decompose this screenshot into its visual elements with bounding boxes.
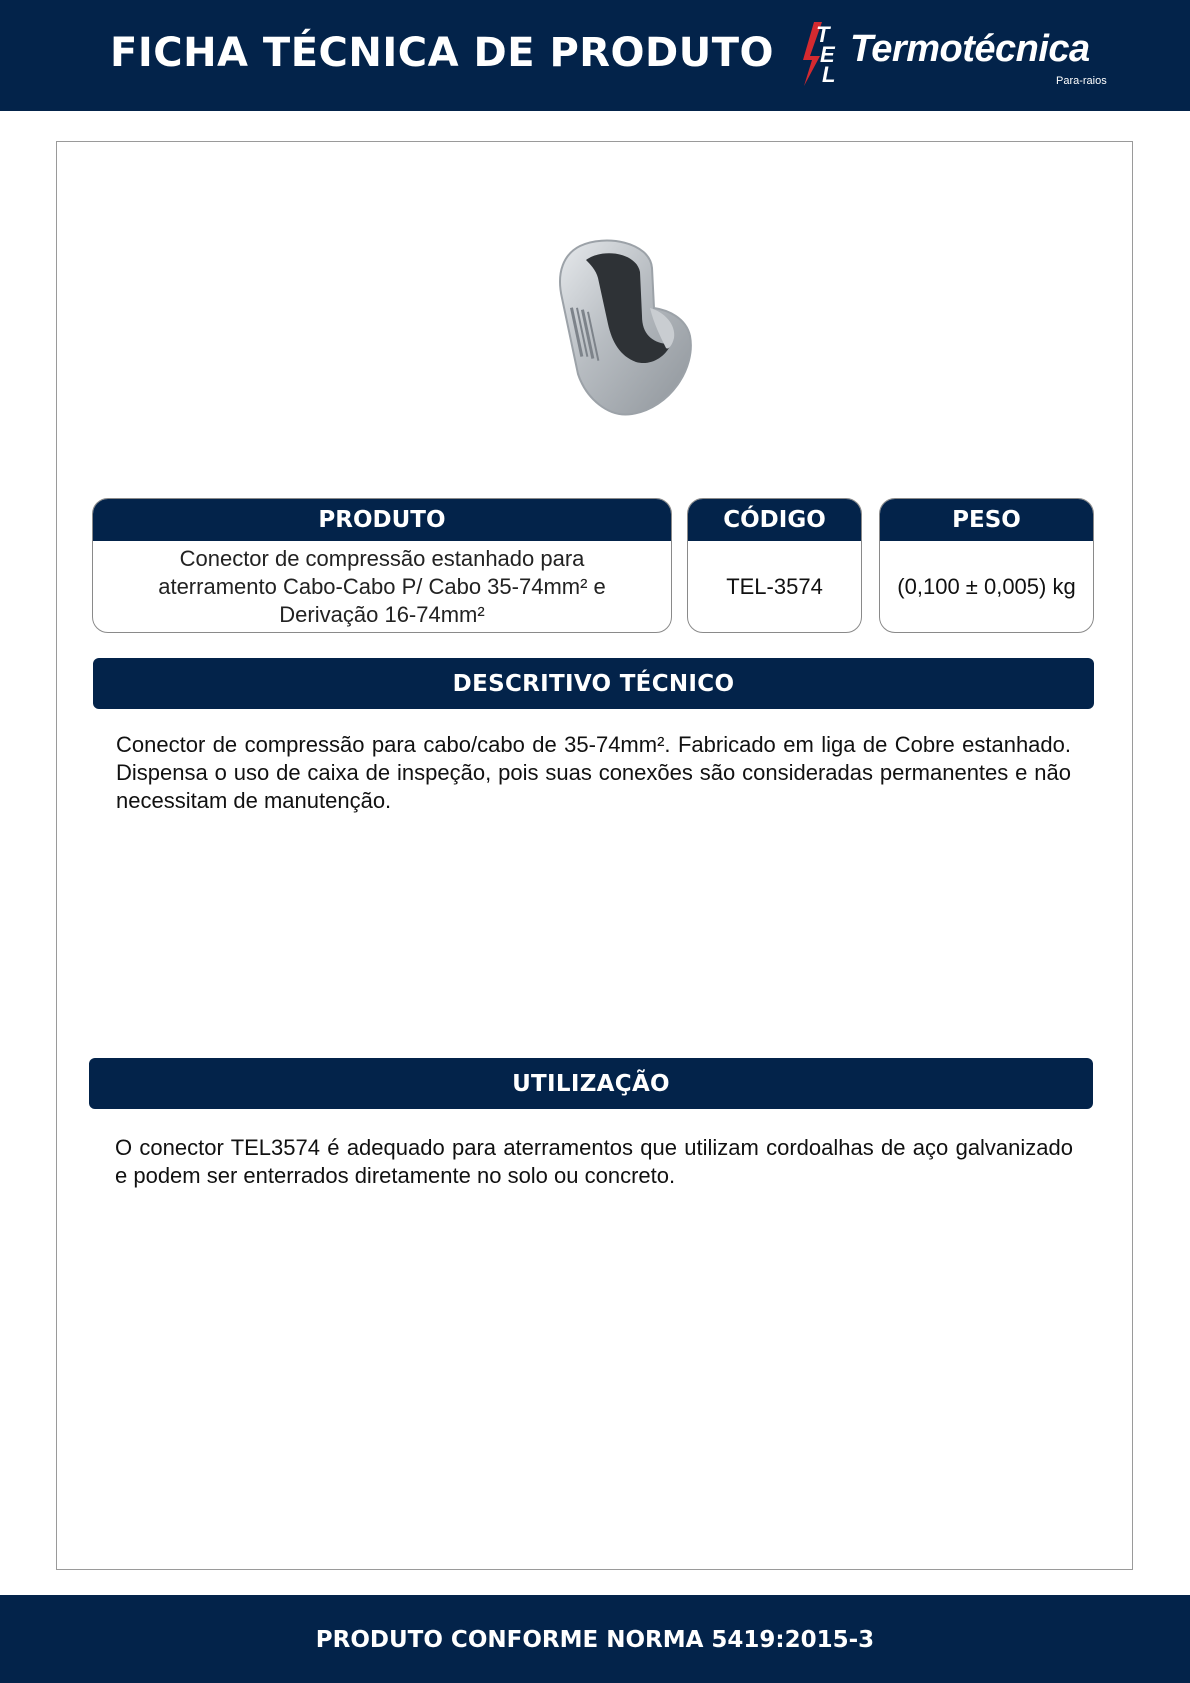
descritivo-title: DESCRITIVO TÉCNICO xyxy=(93,658,1094,709)
svg-text:T: T xyxy=(816,22,830,47)
descritivo-text: Conector de compressão para cabo/cabo de 35-74mm². Fabricado em liga de Cobre estanhado. Dispensa o uso de caixa de inspeção, pois suas conexões são consideradas permanentes e não necessitam de manutenção. xyxy=(116,732,1071,813)
tel-logo-mark-icon xyxy=(800,18,848,88)
peso-label: PESO xyxy=(880,499,1093,541)
header-bar xyxy=(0,0,1190,111)
brand-logo xyxy=(800,18,1120,93)
svg-text:E: E xyxy=(820,42,835,67)
produto-label: PRODUTO xyxy=(93,499,671,541)
norma-footer-text: PRODUTO CONFORME NORMA 5419:2015-3 xyxy=(315,1627,875,1653)
utilizacao-text: O conector TEL3574 é adequado para aterramentos que utilizam cordoalhas de aço galvanizado e podem ser enterrados diretamente no solo ou concreto. xyxy=(115,1135,1073,1188)
produto-box xyxy=(92,498,672,633)
produto-value: Conector de compressão estanhado para aterramento Cabo-Cabo P/ Cabo 35-74mm² e Derivação 16-74mm² xyxy=(158,545,606,627)
utilizacao-title: UTILIZAÇÃO xyxy=(89,1058,1093,1109)
page-title: FICHA TÉCNICA DE PRODUTO xyxy=(110,30,775,76)
peso-box xyxy=(879,498,1094,633)
footer-bar xyxy=(0,1595,1190,1683)
compression-connector-image xyxy=(550,238,710,420)
codigo-label: CÓDIGO xyxy=(688,499,861,541)
codigo-value: TEL-3574 xyxy=(726,573,823,599)
codigo-box xyxy=(687,498,862,633)
brand-name: Termotécnica xyxy=(850,28,1090,70)
svg-text:L: L xyxy=(822,62,836,87)
peso-value: (0,100 ± 0,005) kg xyxy=(897,573,1076,599)
brand-subtitle: Para-raios xyxy=(1056,75,1107,87)
